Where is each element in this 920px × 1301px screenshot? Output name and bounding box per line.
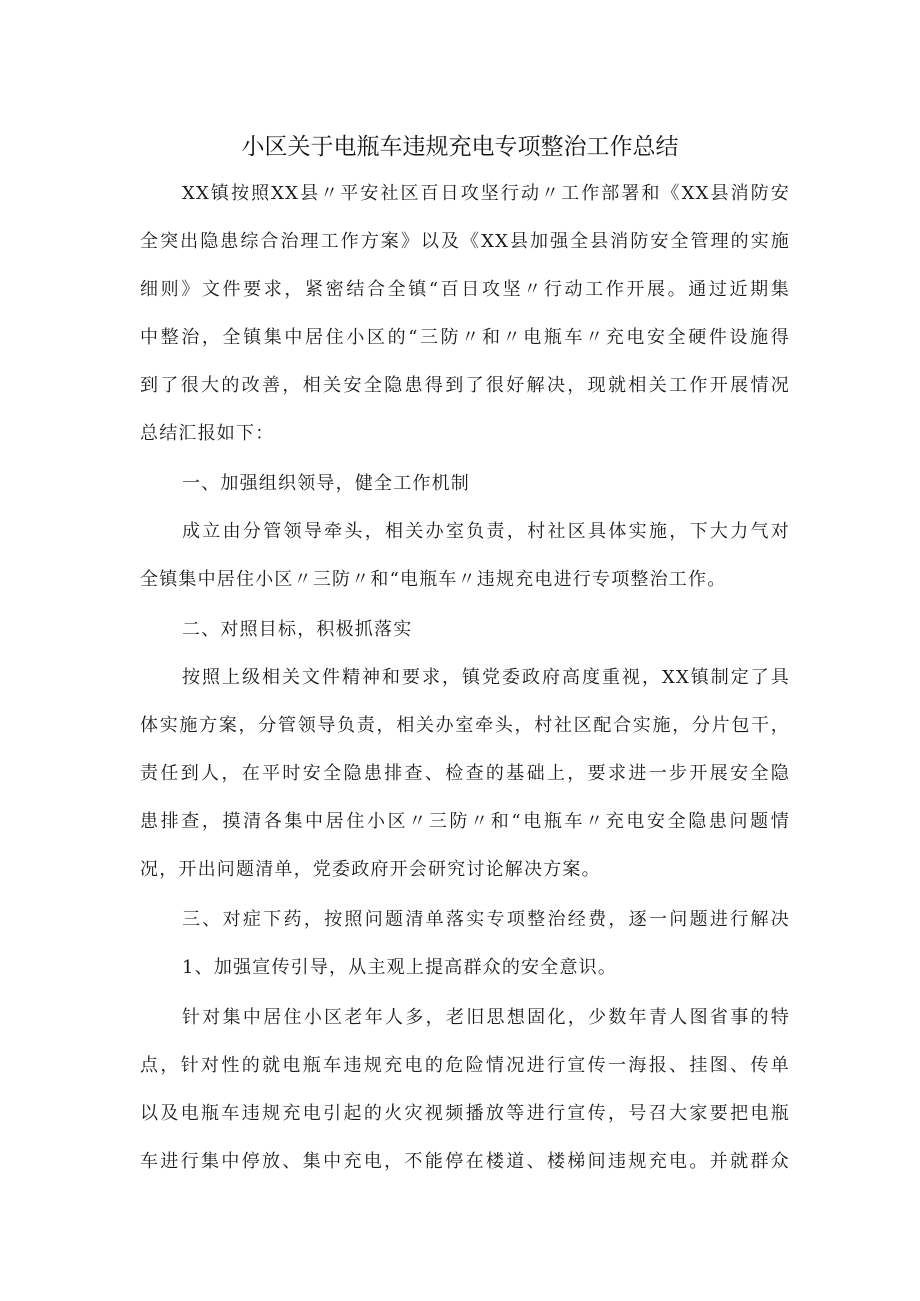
intro-line-3: 细则》文件要求，紧密结合全镇“百日攻坚〃行动工作开展。通过近期集 (140, 279, 790, 300)
intro-line-6: 总结汇报如下： (140, 423, 275, 444)
section-1-heading: 一、加强组织领导，健全工作机制 (182, 473, 470, 494)
section-3-line-4: 车进行集中停放、集中充电，不能停在楼道、楼梯间违规充电。并就群众 (140, 1151, 790, 1172)
section-2-line-5: 况，开出问题清单，党委政府开会研究讨论解决方案。 (140, 859, 601, 880)
section-2-line-2: 体实施方案，分管领导负责，相关办室牵头，村社区配合实施，分片包干， (140, 715, 790, 736)
intro-line-2: 全突出隐患综合治理工作方案》以及《XX县加强全县消防安全管理的实施 (140, 231, 790, 252)
section-3-line-2: 点，针对性的就电瓶车违规充电的危险情况进行宣传一海报、挂图、传单 (140, 1055, 790, 1076)
section-3-line-1: 针对集中居住小区老年人多，老旧思想固化，少数年青人图省事的特 (182, 1007, 790, 1028)
document-title: 小区关于电瓶车违规充电专项整治工作总结 (241, 134, 679, 160)
intro-line-5: 到了很大的改善，相关安全隐患得到了很好解决，现就相关工作开展情况 (140, 375, 790, 396)
section-3-heading: 三、对症下药，按照问题清单落实专项整治经费，逐一问题进行解决 (182, 909, 790, 930)
section-2-line-3: 责任到人，在平时安全隐患排查、检查的基础上，要求进一步开展安全隐 (140, 763, 790, 784)
section-3-line-3: 以及电瓶车违规充电引起的火灾视频播放等进行宣传，号召大家要把电瓶 (140, 1103, 790, 1124)
section-3-subheading: 1、加强宣传引导，从主观上提高群众的安全意识。 (182, 957, 618, 978)
section-1-line-1: 成立由分管领导牵头，相关办室负责，村社区具体实施，下大力气对 (182, 521, 790, 542)
section-1-line-2: 全镇集中居住小区〃三防〃和“电瓶车〃违规充电进行专项整治工作。 (140, 569, 727, 590)
section-2-line-4: 患排查，摸清各集中居住小区〃三防〃和“电瓶车〃充电安全隐患问题情 (140, 811, 790, 832)
intro-line-1: XX镇按照XX县〃平安社区百日攻坚行动〃工作部署和《XX县消防安 (182, 183, 790, 204)
intro-line-4: 中整治，全镇集中居住小区的“三防〃和〃电瓶车〃充电安全硬件设施得 (140, 327, 790, 348)
section-2-heading: 二、对照目标，积极抓落实 (182, 619, 413, 640)
section-2-line-1: 按照上级相关文件精神和要求，镇党委政府高度重视，XX镇制定了具 (182, 667, 790, 688)
